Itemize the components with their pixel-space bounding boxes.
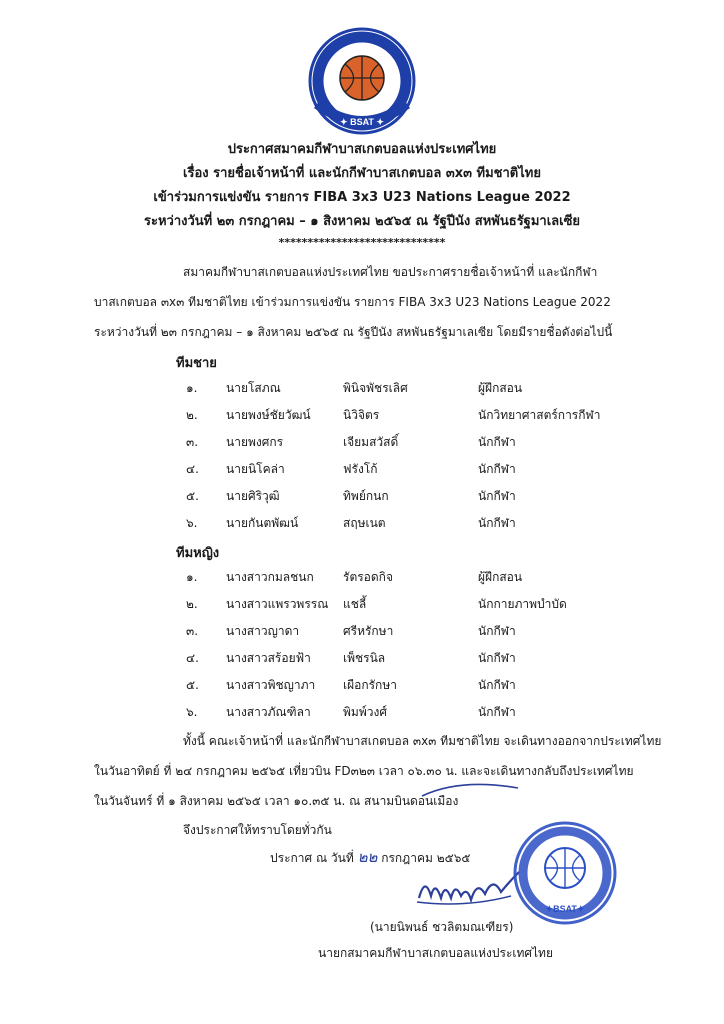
row-number: ๔. [186,651,199,665]
table-row [0,676,724,696]
signer-name: (นายนิพนธ์ ชวลิตมณเฑียร) [370,920,514,934]
bsat-logo [307,26,417,136]
announce-date [270,848,470,867]
last-name: ฟรังโก้ [343,462,378,476]
role: ผู้ฝึกสอน [478,381,523,395]
men-team-title: ทีมชาย [176,356,217,371]
role: นักกีฬา [478,651,516,665]
signature-stroke [420,776,520,804]
table-row [0,568,724,588]
table-row [0,379,724,399]
last-name: เพ็ชรนิล [343,651,386,665]
star-divider: ***************************** [278,236,446,249]
subject-line: เรื่อง รายชื่อเจ้าหน้าที่ และนักกีฬาบาสเกตบอล ๓x๓ ทีมชาติไทย [183,166,541,181]
role: นักกีฬา [478,705,516,719]
svg-text:✦BSAT✦: ✦BSAT✦ [545,904,585,914]
date-venue-line: ระหว่างวันที่ ๒๓ กรกฎาคม – ๑ สิงหาคม ๒๕๖๕ ณ รัฐปีนัง สหพันธรัฐมาเลเซีย [143,214,581,229]
signature-scribble [415,866,525,910]
last-name: รัตรอดกิจ [343,570,393,584]
date-day: ๒๒ [357,848,378,866]
role: นักกีฬา [478,624,516,638]
table-row [0,649,724,669]
first-name: นางสาวสร้อยฟ้า [226,651,311,665]
row-number: ๑. [186,570,198,584]
travel-line-3: ในวันจันทร์ ที่ ๑ สิงหาคม ๒๕๖๕ เวลา ๑๐.๓๕ น. ณ สนามบินดอนเมือง [94,794,459,808]
last-name: พิมพ์วงศ์ [343,705,387,719]
first-name: นายพงศกร [226,435,284,449]
travel-line-1: ทั้งนี้ คณะเจ้าหน้าที่ และนักกีฬาบาสเกตบอล ๓x๓ ทีมชาติไทย จะเดินทางออกจากประเทศไทย [183,734,662,748]
role: นักกีฬา [478,489,516,503]
first-name: นายศิริวุฒิ [226,489,280,503]
last-name: เจียมสวัสดิ์ [343,435,399,449]
role: นักกีฬา [478,462,516,476]
table-row [0,433,724,453]
first-name: นายกันตพัฒน์ [226,516,299,530]
date-suffix: กรกฎาคม ๒๕๖๕ [381,851,471,865]
first-name: นางสาวญาดา [226,624,300,638]
intro-line-2: บาสเกตบอล ๓x๓ ทีมชาติไทย เข้าร่วมการแข่งขัน รายการ FIBA 3x3 U23 Nations League 2022 [94,295,611,309]
last-name: พินิจพัชรเลิศ [343,381,408,395]
first-name: นางสาวแพรวพรรณ [226,597,329,611]
row-number: ๔. [186,462,199,476]
table-row [0,460,724,480]
last-name: ศรีหรักษา [343,624,394,638]
row-number: ๖. [186,705,198,719]
row-number: ๑. [186,381,198,395]
closing-announce: จึงประกาศให้ทราบโดยทั่วกัน [183,823,332,837]
official-stamp [510,818,620,928]
row-number: ๓. [186,624,199,638]
role: นักวิทยาศาสตร์การกีฬา [478,408,601,422]
date-prefix: ประกาศ ณ วันที่ [270,851,354,865]
first-name: นายโสภณ [226,381,281,395]
row-number: ๕. [186,489,199,503]
announcement-heading: ประกาศสมาคมกีฬาบาสเกตบอลแห่งประเทศไทย [227,142,497,157]
last-name: เผือกรักษา [343,678,397,692]
role: นักกีฬา [478,516,516,530]
role: นักกายภาพบำบัด [478,597,567,611]
role: ผู้ฝึกสอน [478,570,523,584]
svg-text:✦ BSAT ✦: ✦ BSAT ✦ [340,117,384,127]
table-row [0,406,724,426]
first-name: นายพงษ์ชัยวัฒน์ [226,408,311,422]
first-name: นายนิโคล่า [226,462,285,476]
table-row [0,622,724,642]
last-name: นิวิจิตร [343,408,380,422]
last-name: ทิพย์กนก [343,489,389,503]
table-row [0,487,724,507]
row-number: ๒. [186,408,198,422]
table-row [0,595,724,615]
row-number: ๖. [186,516,198,530]
signer-title: นายกสมาคมกีฬาบาสเกตบอลแห่งประเทศไทย [318,946,553,960]
event-line: เข้าร่วมการแข่งขัน รายการ FIBA 3x3 U23 Nations League 2022 [153,190,571,205]
last-name: สฤษเนต [343,516,386,530]
row-number: ๕. [186,678,199,692]
row-number: ๒. [186,597,198,611]
table-row [0,703,724,723]
intro-line-3: ระหว่างวันที่ ๒๓ กรกฎาคม – ๑ สิงหาคม ๒๕๖๕ ณ รัฐปีนัง สหพันธรัฐมาเลเซีย โดยมีรายชื่อดังต่อไปนี้ [94,325,613,339]
travel-line-2: ในวันอาทิตย์ ที่ ๒๔ กรกฎาคม ๒๕๖๕ เที่ยวบิน FD๓๒๓ เวลา ๐๖.๓๐ น. และจะเดินทางกลับถึงประเทศไทย [94,764,634,778]
row-number: ๓. [186,435,199,449]
first-name: นางสาวพิชญาภา [226,678,316,692]
first-name: นางสาวภัณฑิลา [226,705,311,719]
last-name: แชลี้ [343,597,367,611]
women-team-title: ทีมหญิง [176,546,220,561]
intro-line-1: สมาคมกีฬาบาสเกตบอลแห่งประเทศไทย ขอประกาศรายชื่อเจ้าหน้าที่ และนักกีฬา [183,265,598,279]
first-name: นางสาวกมลชนก [226,570,314,584]
role: นักกีฬา [478,678,516,692]
role: นักกีฬา [478,435,516,449]
table-row [0,514,724,534]
